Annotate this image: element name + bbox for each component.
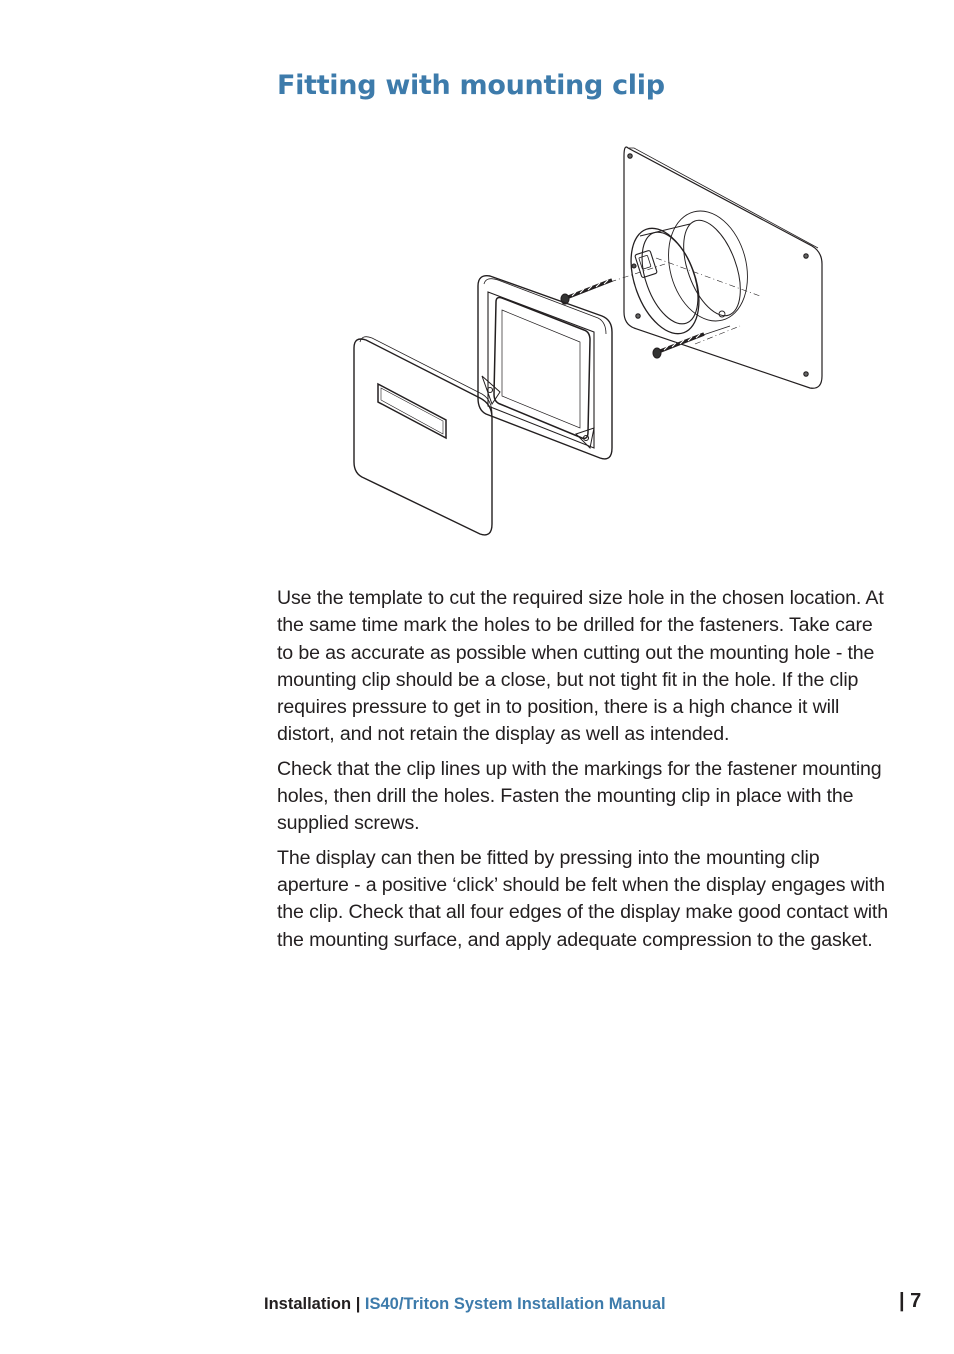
display-bezel bbox=[478, 276, 612, 459]
footer-section: Installation bbox=[264, 1295, 352, 1313]
page-number: | 7 bbox=[899, 1290, 922, 1312]
footer-manual-title: IS40/Triton System Installation Manual bbox=[364, 1295, 666, 1313]
body-text bbox=[277, 585, 892, 961]
paragraph-2: Check that the clip lines up with the markings for the fastener mounting holes, then drill the holes. Fasten the mounting clip in place with the supplied screws. bbox=[277, 757, 882, 835]
page-footer bbox=[264, 1295, 666, 1314]
screw-upper bbox=[561, 280, 612, 304]
paragraph-3: The display can then be fitted by pressing into the mounting clip aperture - a positive ‘click’ should be felt when the display engages with the clip. Check that all four edges of the display make good contact with the mounting surface, and apply adequate compression to the gasket. bbox=[277, 846, 888, 951]
page-title: Fitting with mounting clip bbox=[277, 70, 665, 101]
display-unit bbox=[354, 337, 492, 535]
exploded-installation-diagram bbox=[340, 136, 840, 546]
mounting-clip bbox=[618, 213, 752, 343]
footer-separator: | bbox=[355, 1295, 361, 1313]
paragraph-1: Use the template to cut the required size hole in the chosen location. At the same time mark the holes to be drilled for the fasteners. Take care to be as accurate as possible when cutting out the mounting hole - the mounting clip should be a close, but not tight fit in the hole. If the clip requires pressure to get in to position, there is a high chance it will distort, and not retain the display as well as intended. bbox=[277, 587, 884, 746]
